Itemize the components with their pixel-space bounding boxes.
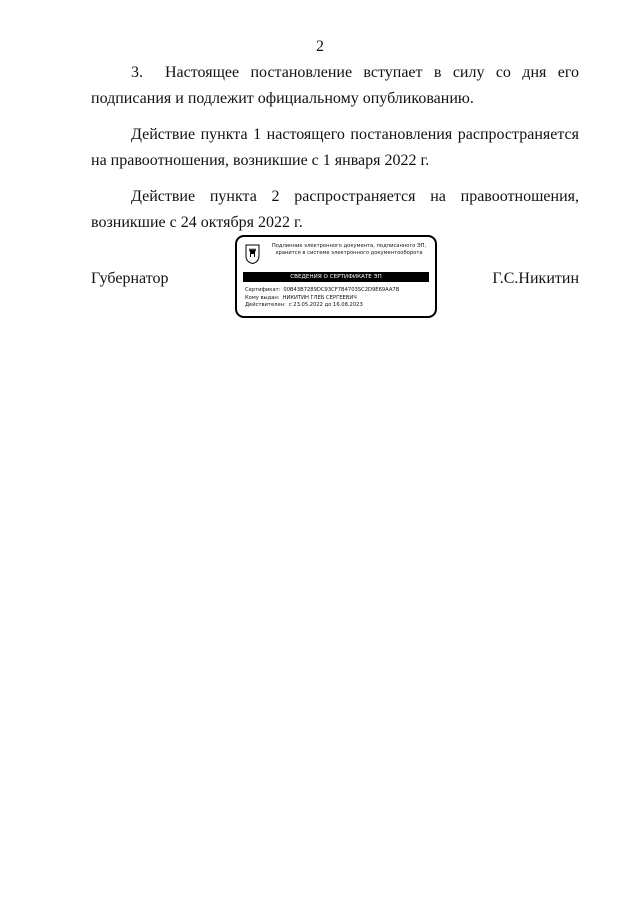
validity-value: с 23.05.2022 до 16.08.2023 bbox=[288, 302, 363, 308]
paragraph-text: Действие пункта 2 распространяется на правоотношения, возникшие с 24 октября 2022 г. bbox=[91, 188, 579, 231]
paragraph-number: 3. bbox=[131, 64, 143, 81]
stamp-header-line: Подлинник электронного документа, подписанного ЭП, bbox=[271, 243, 427, 249]
signatory-title: Губернатор bbox=[91, 270, 169, 287]
certificate-value: 00B43B7289DC93CF7B4703SC2D9E69AA7B bbox=[283, 287, 400, 293]
certificate-label: Сертификат: bbox=[245, 287, 281, 293]
paragraph-3 bbox=[91, 60, 579, 112]
issued-to-row bbox=[245, 295, 433, 303]
document-body bbox=[91, 60, 579, 246]
stamp-header-line: хранится в системе электронного документооборота bbox=[275, 250, 423, 256]
electronic-signature-stamp bbox=[235, 235, 437, 318]
certificate-details bbox=[245, 287, 433, 310]
coat-of-arms-icon bbox=[245, 244, 260, 264]
issued-to-value: НИКИТИН ГЛЕБ СЕРГЕЕВИЧ bbox=[282, 294, 357, 301]
validity-row bbox=[245, 302, 433, 310]
paragraph-effect-point-2 bbox=[91, 184, 579, 236]
stamp-title-bar: СВЕДЕНИЯ О СЕРТИФИКАТЕ ЭП bbox=[243, 272, 429, 282]
signatory-name: Г.С.Никитин bbox=[492, 270, 579, 287]
paragraph-text: Действие пункта 1 настоящего постановления распространяется на правоотношения, возникшие с 1 января 2022 г. bbox=[91, 126, 579, 169]
validity-label: Действителен: bbox=[245, 302, 286, 308]
certificate-row bbox=[245, 287, 433, 295]
page-number: 2 bbox=[316, 38, 324, 55]
stamp-header bbox=[265, 243, 433, 257]
paragraph-text: Настоящее постановление вступает в силу со дня его подписания и подлежит официальному опубликованию. bbox=[91, 64, 579, 107]
paragraph-effect-point-1 bbox=[91, 122, 579, 174]
issued-to-label: Кому выдан: bbox=[245, 294, 280, 301]
